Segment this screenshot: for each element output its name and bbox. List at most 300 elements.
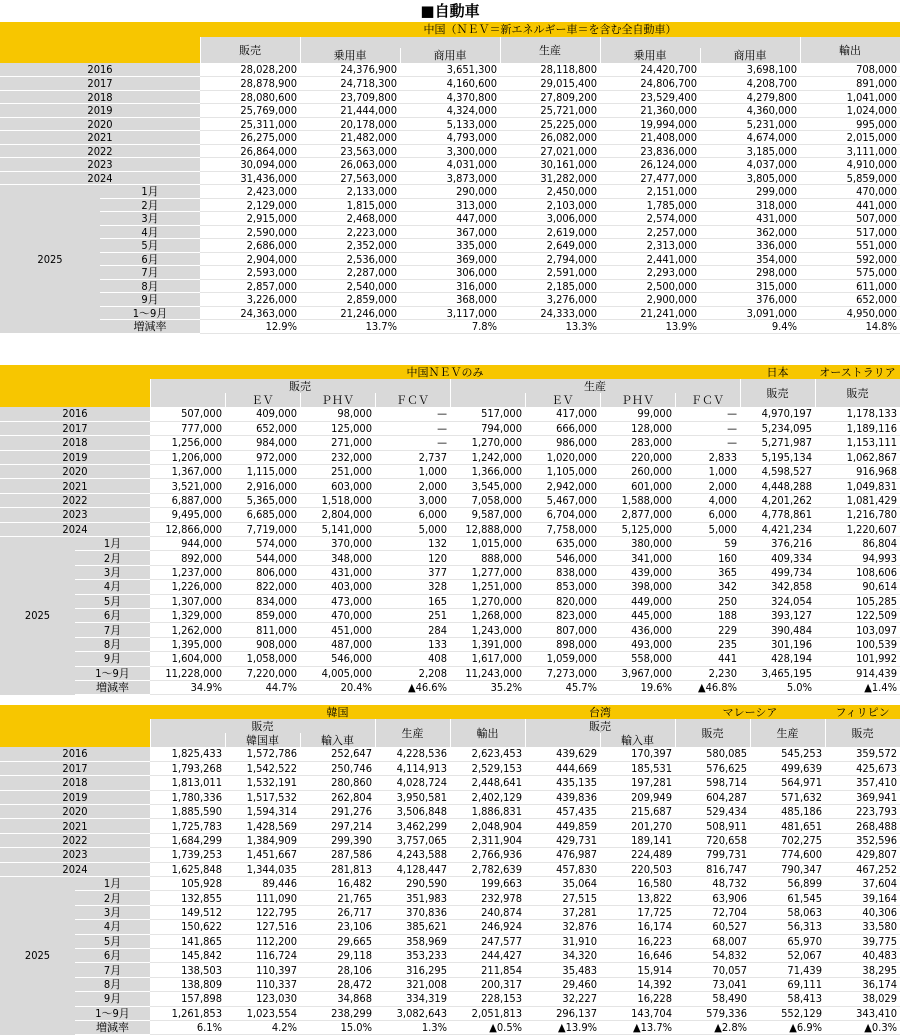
table-cell: 5,125,000 <box>600 522 675 536</box>
table-cell: 133 <box>375 637 450 651</box>
table-cell: 1,081,429 <box>815 493 900 507</box>
table-cell: 6.1% <box>150 1020 225 1034</box>
table-cell: 13.7% <box>300 320 400 334</box>
table-cell: 451,000 <box>300 623 375 637</box>
table-cell: 799,731 <box>675 848 750 862</box>
table-cell: ▲46.6% <box>375 680 450 694</box>
table-cell: 2,051,813 <box>450 1006 525 1020</box>
table-cell: 435,135 <box>525 776 600 790</box>
table-row <box>0 493 900 507</box>
table-cell: 409,334 <box>740 551 815 565</box>
table-cell: 21,246,000 <box>300 306 400 320</box>
table-row <box>0 1006 900 1020</box>
table-cell: 296,137 <box>525 1006 600 1020</box>
table-cell: 598,714 <box>675 776 750 790</box>
table-cell: 5,859,000 <box>800 171 900 185</box>
table-cell: 197,281 <box>600 776 675 790</box>
table1-production-header: 生産 <box>500 37 600 63</box>
table-row <box>0 680 900 694</box>
table-row <box>0 198 900 212</box>
table-cell: 316,295 <box>375 963 450 977</box>
table-row <box>0 623 900 637</box>
table-cell: 238,299 <box>300 1006 375 1020</box>
table-cell: 2,804,000 <box>300 508 375 522</box>
table-cell: ▲6.9% <box>750 1020 825 1034</box>
table-cell: 24,718,300 <box>300 77 400 91</box>
table-cell: 916,968 <box>815 465 900 479</box>
table-cell: 4,793,000 <box>400 131 500 145</box>
table-cell: 807,000 <box>525 623 600 637</box>
table-cell: 428,194 <box>740 652 815 666</box>
table-cell: 1,226,000 <box>150 580 225 594</box>
table-cell: 223,793 <box>825 805 900 819</box>
table-cell: 141,865 <box>150 934 225 948</box>
table2-sales-header: 販売 <box>150 379 450 393</box>
table-cell: 777,000 <box>150 421 225 435</box>
table-cell: 3,226,000 <box>200 293 300 307</box>
table-cell: 529,434 <box>675 805 750 819</box>
table-cell: 201,270 <box>600 819 675 833</box>
year-label: 2020 <box>0 805 150 819</box>
table1-group-title: 中国（ＮＥＶ＝新エネルギー車＝を含む全自動車） <box>200 22 900 37</box>
table3-korea-title: 韓国 <box>150 705 525 719</box>
table-cell: 1,251,000 <box>450 580 525 594</box>
month-label: 1～9月 <box>100 306 200 320</box>
table-cell: 40,306 <box>825 905 900 919</box>
table-cell: 1,785,000 <box>600 198 700 212</box>
table-cell: 1,886,831 <box>450 805 525 819</box>
table-cell: 439,000 <box>600 565 675 579</box>
table-cell: ▲13.9% <box>525 1020 600 1034</box>
table-row <box>0 144 900 158</box>
table-cell: 271,000 <box>300 436 375 450</box>
table-cell: 487,000 <box>300 637 375 651</box>
table-row <box>0 833 900 847</box>
table-cell: 368,000 <box>400 293 500 307</box>
year-label: 2023 <box>0 508 150 522</box>
table-cell: 834,000 <box>225 594 300 608</box>
table-cell: 720,658 <box>675 833 750 847</box>
table-cell: 365 <box>675 565 740 579</box>
table-row <box>0 522 900 536</box>
month-label: 1～9月 <box>75 1006 150 1020</box>
table-cell: 25,721,000 <box>500 104 600 118</box>
month-label: 9月 <box>100 293 200 307</box>
table-row <box>0 920 900 934</box>
table-cell: ▲0.5% <box>450 1020 525 1034</box>
table-cell: 110,337 <box>225 977 300 991</box>
month-label: 6月 <box>100 252 200 266</box>
year-label: 2022 <box>0 493 150 507</box>
month-label: 5月 <box>75 934 150 948</box>
table-cell: 336,000 <box>700 239 800 253</box>
table-cell: 128,000 <box>600 421 675 435</box>
table-cell: 546,000 <box>300 652 375 666</box>
table-cell: 944,000 <box>150 537 225 551</box>
table-cell: 120 <box>375 551 450 565</box>
table-cell: 122,509 <box>815 608 900 622</box>
table-cell: 1,428,569 <box>225 819 300 833</box>
table-cell: 2,942,000 <box>525 479 600 493</box>
table-cell: 297,214 <box>300 819 375 833</box>
year-label: 2021 <box>0 819 150 833</box>
table-cell: 431,000 <box>300 565 375 579</box>
month-label: 1月 <box>75 877 150 891</box>
table-row <box>0 77 900 91</box>
table-cell: 13,822 <box>600 891 675 905</box>
year-label: 2022 <box>0 833 150 847</box>
table-cell: 1,451,667 <box>225 848 300 862</box>
table-cell: 316,000 <box>400 279 500 293</box>
table-cell: 853,000 <box>525 580 600 594</box>
table-cell: 823,000 <box>525 608 600 622</box>
table-cell: 1,329,000 <box>150 608 225 622</box>
table-cell: 1,532,191 <box>225 776 300 790</box>
table-cell: 1,220,607 <box>815 522 900 536</box>
table-cell: 1,307,000 <box>150 594 225 608</box>
table-cell: 1,780,336 <box>150 790 225 804</box>
table-cell: 358,969 <box>375 934 450 948</box>
table-cell: 2,000 <box>675 479 740 493</box>
table-cell: 260,000 <box>600 465 675 479</box>
table3-taiwan-title: 台湾 <box>525 705 675 719</box>
table-cell: 27,477,000 <box>600 171 700 185</box>
table3-malaysia-sales-header: 販売 <box>675 719 750 747</box>
table-row <box>0 279 900 293</box>
table-cell: 220,000 <box>600 450 675 464</box>
table-cell: 708,000 <box>800 63 900 77</box>
table-cell: 3,950,581 <box>375 790 450 804</box>
table-cell: 5,000 <box>675 522 740 536</box>
table-cell: 52,067 <box>750 948 825 962</box>
table-row <box>0 1020 900 1034</box>
table-cell: 38,029 <box>825 992 900 1006</box>
table-cell: 15.0% <box>300 1020 375 1034</box>
table-cell: 123,030 <box>225 992 300 1006</box>
table-cell: 5.0% <box>740 680 815 694</box>
table-cell: 431,000 <box>700 212 800 226</box>
table-cell: 4,028,724 <box>375 776 450 790</box>
table-cell: 2,649,000 <box>500 239 600 253</box>
year-label: 2019 <box>0 790 150 804</box>
month-label: 5月 <box>75 594 150 608</box>
table-row <box>0 266 900 280</box>
table-cell: 794,000 <box>450 421 525 435</box>
table-row <box>0 819 900 833</box>
table-cell: 564,971 <box>750 776 825 790</box>
table-cell: 984,000 <box>225 436 300 450</box>
table-cell: 165 <box>375 594 450 608</box>
table-cell: 447,000 <box>400 212 500 226</box>
table-cell: 25,311,000 <box>200 117 300 131</box>
table-cell: 546,000 <box>525 551 600 565</box>
table-cell: 1,270,000 <box>450 594 525 608</box>
table-cell: 20.4% <box>300 680 375 694</box>
table-cell: 816,747 <box>675 862 750 876</box>
table-cell: 105,928 <box>150 877 225 891</box>
table-cell: — <box>375 421 450 435</box>
table-cell: 25,225,000 <box>500 117 600 131</box>
table-cell: 1,237,000 <box>150 565 225 579</box>
table-cell: 1,815,000 <box>300 198 400 212</box>
table2-production-header: 生産 <box>450 379 740 393</box>
table-row <box>0 407 900 421</box>
table-cell: 45.7% <box>525 680 600 694</box>
table-cell: 811,000 <box>225 623 300 637</box>
table-cell: 838,000 <box>525 565 600 579</box>
table-cell: 250 <box>675 594 740 608</box>
table-cell: 1,344,035 <box>225 862 300 876</box>
table-cell: 2,293,000 <box>600 266 700 280</box>
table3-malaysia-title: マレーシア <box>675 705 825 719</box>
table-row <box>0 637 900 651</box>
table-cell: 11,243,000 <box>450 666 525 680</box>
table-row <box>0 252 900 266</box>
table-cell: 262,804 <box>300 790 375 804</box>
table-row <box>0 608 900 622</box>
year-label: 2016 <box>0 63 200 77</box>
table-cell: 6,887,000 <box>150 493 225 507</box>
table-cell: 351,983 <box>375 891 450 905</box>
year-label: 2020 <box>0 117 200 131</box>
table-cell: 2,402,129 <box>450 790 525 804</box>
month-label: 1月 <box>75 537 150 551</box>
table-row <box>0 877 900 891</box>
table-cell: 4,128,447 <box>375 862 450 876</box>
table-cell: 1,178,133 <box>815 407 900 421</box>
table-cell: 702,275 <box>750 833 825 847</box>
table-cell: 7,058,000 <box>450 493 525 507</box>
table2-corner <box>0 365 150 407</box>
table-cell: 5,467,000 <box>525 493 600 507</box>
table-cell: 1,115,000 <box>225 465 300 479</box>
table-cell: 26,124,000 <box>600 158 700 172</box>
table-cell: 111,090 <box>225 891 300 905</box>
table-cell: 252,647 <box>300 747 375 761</box>
table-cell: 185,531 <box>600 761 675 775</box>
table-cell: 7.8% <box>400 320 500 334</box>
table-cell: 90,614 <box>815 580 900 594</box>
table-row <box>0 185 900 199</box>
table-cell: 12,888,000 <box>450 522 525 536</box>
table-cell: 790,347 <box>750 862 825 876</box>
table-cell: 2,223,000 <box>300 225 400 239</box>
table-cell: 444,669 <box>525 761 600 775</box>
table-cell: 16,223 <box>600 934 675 948</box>
table-cell: 3,117,000 <box>400 306 500 320</box>
table-cell: 2,151,000 <box>600 185 700 199</box>
table-cell: 1,216,780 <box>815 508 900 522</box>
table-cell: 2,500,000 <box>600 279 700 293</box>
table-row <box>0 948 900 962</box>
table-cell: 56,313 <box>750 920 825 934</box>
table-cell: 215,687 <box>600 805 675 819</box>
table-cell: 470,000 <box>800 185 900 199</box>
table-cell: 1,384,909 <box>225 833 300 847</box>
table-cell: 1,594,314 <box>225 805 300 819</box>
table-cell: 507,000 <box>150 407 225 421</box>
table-cell: 603,000 <box>300 479 375 493</box>
table3-korea-sales-header: 販売 <box>150 719 375 733</box>
month-label: 7月 <box>75 623 150 637</box>
table-cell: 508,911 <box>675 819 750 833</box>
table-cell: 125,000 <box>300 421 375 435</box>
table-cell: 3,967,000 <box>600 666 675 680</box>
table-row <box>0 652 900 666</box>
table-cell: 2,448,641 <box>450 776 525 790</box>
table-cell: 2,468,000 <box>300 212 400 226</box>
table-cell: 321,008 <box>375 977 450 991</box>
table1-export-header: 輸出 <box>800 37 900 63</box>
table-cell: 1,015,000 <box>450 537 525 551</box>
table-cell: 354,000 <box>700 252 800 266</box>
table-cell: 429,807 <box>825 848 900 862</box>
table-cell: 5,195,134 <box>740 450 815 464</box>
table-cell: 972,000 <box>225 450 300 464</box>
table-cell: 592,000 <box>800 252 900 266</box>
table-cell: 343,410 <box>825 1006 900 1020</box>
table-cell: 2,593,000 <box>200 266 300 280</box>
table-cell: 37,281 <box>525 905 600 919</box>
table2-fcv2-header: ＦＣＶ <box>675 393 740 407</box>
table-row <box>0 104 900 118</box>
table-cell: 859,000 <box>225 608 300 622</box>
table-cell: 4,208,700 <box>700 77 800 91</box>
table-cell: ▲1.4% <box>815 680 900 694</box>
table-cell: 32,876 <box>525 920 600 934</box>
table-row <box>0 805 900 819</box>
table-cell: 28,118,800 <box>500 63 600 77</box>
table1-body <box>0 63 900 333</box>
table-cell: 157,898 <box>150 992 225 1006</box>
table-cell: 3,006,000 <box>500 212 600 226</box>
year-label: 2018 <box>0 776 150 790</box>
table-row <box>0 594 900 608</box>
table-cell: 29,460 <box>525 977 600 991</box>
table-cell: 14.8% <box>800 320 900 334</box>
table-cell: 24,806,700 <box>600 77 700 91</box>
table-cell: 28,028,200 <box>200 63 300 77</box>
table-cell: 4.2% <box>225 1020 300 1034</box>
table-cell: 377 <box>375 565 450 579</box>
china-nev-japan-australia-table <box>0 365 900 695</box>
table-cell: 5,133,000 <box>400 117 500 131</box>
table-cell: 290,590 <box>375 877 450 891</box>
table-cell: 150,622 <box>150 920 225 934</box>
year-label: 2017 <box>0 761 150 775</box>
table-cell: 32,227 <box>525 992 600 1006</box>
table-cell: 299,000 <box>700 185 800 199</box>
table-cell: 21,482,000 <box>300 131 400 145</box>
month-label: 3月 <box>100 212 200 226</box>
table-cell: 100,539 <box>815 637 900 651</box>
table-cell: 1,572,786 <box>225 747 300 761</box>
table-cell: 2,423,000 <box>200 185 300 199</box>
table-cell: 313,000 <box>400 198 500 212</box>
table3-philippines-sales-header: 販売 <box>825 719 900 747</box>
table-cell: 30,094,000 <box>200 158 300 172</box>
table-cell: 2,287,000 <box>300 266 400 280</box>
table-cell: 268,488 <box>825 819 900 833</box>
table-cell: 3,521,000 <box>150 479 225 493</box>
table-cell: 390,484 <box>740 623 815 637</box>
month-label: 8月 <box>100 279 200 293</box>
table-cell: 21,241,000 <box>600 306 700 320</box>
table-cell: 284 <box>375 623 450 637</box>
table-cell: 3,805,000 <box>700 171 800 185</box>
month-label: 9月 <box>75 652 150 666</box>
table-cell: 2,782,639 <box>450 862 525 876</box>
table-cell: 23,836,000 <box>600 144 700 158</box>
table-cell: 611,000 <box>800 279 900 293</box>
table-cell: 31,910 <box>525 934 600 948</box>
table3-korea-total-spacer <box>150 733 225 747</box>
table-cell: 3,873,000 <box>400 171 500 185</box>
table-row <box>0 747 900 761</box>
table-cell: 39,164 <box>825 891 900 905</box>
table-cell: 24,363,000 <box>200 306 300 320</box>
table-cell: 5,231,000 <box>700 117 800 131</box>
table-cell: 2,590,000 <box>200 225 300 239</box>
table3-korea-production-header: 生産 <box>375 719 450 747</box>
table-cell: 1,813,011 <box>150 776 225 790</box>
table-cell: 315,000 <box>700 279 800 293</box>
table-cell: 376,000 <box>700 293 800 307</box>
month-label: 4月 <box>75 920 150 934</box>
table-cell: 7,758,000 <box>525 522 600 536</box>
table-row <box>0 508 900 522</box>
table-cell: 2,916,000 <box>225 479 300 493</box>
table-row <box>0 421 900 435</box>
table-row <box>0 666 900 680</box>
table-cell: 1,000 <box>675 465 740 479</box>
table-row <box>0 776 900 790</box>
table-cell: ▲2.8% <box>675 1020 750 1034</box>
year-label: 2021 <box>0 131 200 145</box>
table-cell: 29,015,400 <box>500 77 600 91</box>
table-cell: 439,836 <box>525 790 600 804</box>
table-cell: 2,103,000 <box>500 198 600 212</box>
table-row <box>0 848 900 862</box>
table-cell: 551,000 <box>800 239 900 253</box>
table-cell: 98,000 <box>300 407 375 421</box>
year-label: 2022 <box>0 144 200 158</box>
table-cell: 16,174 <box>600 920 675 934</box>
year-2025-label: 2025 <box>0 537 75 695</box>
table-cell: ▲0.3% <box>825 1020 900 1034</box>
table-cell: 403,000 <box>300 580 375 594</box>
table-cell: 2,185,000 <box>500 279 600 293</box>
table-cell: 3,111,000 <box>800 144 900 158</box>
table-row <box>0 117 900 131</box>
table-cell: 2,257,000 <box>600 225 700 239</box>
table-cell: 457,435 <box>525 805 600 819</box>
table-cell: 189,141 <box>600 833 675 847</box>
table-cell: 28,472 <box>300 977 375 991</box>
table-cell: 574,000 <box>225 537 300 551</box>
table-row <box>0 551 900 565</box>
table-cell: 4,598,527 <box>740 465 815 479</box>
table-cell: 7,273,000 <box>525 666 600 680</box>
table-cell: 3,757,065 <box>375 833 450 847</box>
table-cell: 342,858 <box>740 580 815 594</box>
table-cell: 23,709,800 <box>300 90 400 104</box>
table-cell: 2,048,904 <box>450 819 525 833</box>
table-cell: 359,572 <box>825 747 900 761</box>
table-cell: 26,063,000 <box>300 158 400 172</box>
table-cell: 11,228,000 <box>150 666 225 680</box>
table-cell: 86,804 <box>815 537 900 551</box>
